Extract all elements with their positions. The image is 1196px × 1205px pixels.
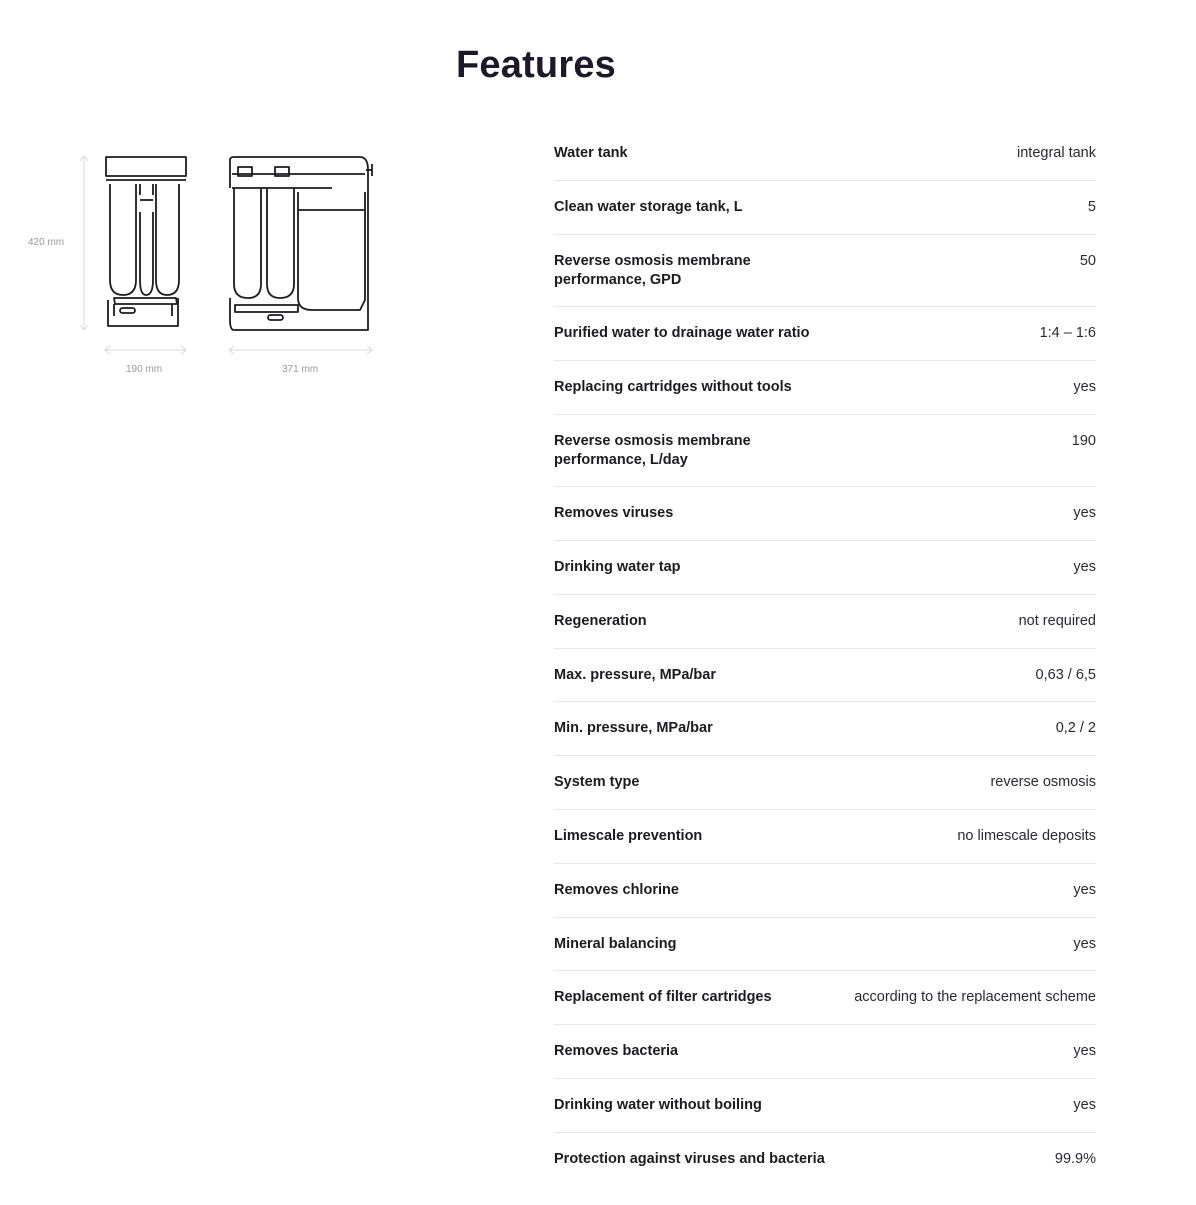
spec-value: yes bbox=[1073, 505, 1096, 522]
spec-row bbox=[554, 649, 1096, 703]
spec-value: 50 bbox=[1079, 252, 1096, 269]
spec-value: 190 bbox=[1071, 432, 1096, 449]
spec-row bbox=[554, 235, 1096, 308]
spec-row bbox=[554, 756, 1096, 810]
spec-row bbox=[554, 307, 1096, 361]
spec-value: yes bbox=[1073, 881, 1096, 898]
spec-row bbox=[554, 918, 1096, 972]
spec-row bbox=[554, 181, 1096, 235]
specifications-table bbox=[554, 127, 1096, 1205]
spec-value: no limescale deposits bbox=[957, 827, 1096, 844]
spec-label: Removes chlorine bbox=[554, 881, 679, 898]
spec-row bbox=[554, 1079, 1096, 1133]
spec-value: not required bbox=[1018, 612, 1096, 629]
spec-label: Reverse osmosis membrane performance, L/day bbox=[554, 432, 751, 468]
spec-label: Removes bacteria bbox=[554, 1043, 679, 1060]
spec-value: according to the replacement scheme bbox=[854, 989, 1096, 1006]
filter-drawing bbox=[20, 140, 400, 390]
spec-label: Water tank bbox=[554, 145, 628, 161]
spec-row bbox=[554, 541, 1096, 595]
spec-value: yes bbox=[1073, 935, 1096, 952]
spec-row bbox=[554, 1133, 1096, 1205]
spec-value: 0,2 / 2 bbox=[1055, 720, 1096, 737]
height-dimension-label: 420 mm bbox=[28, 237, 65, 248]
spec-label: Reverse osmosis membrane performance, GPD bbox=[554, 252, 751, 288]
product-dimensions-illustration bbox=[20, 140, 400, 390]
spec-label: Mineral balancing bbox=[554, 935, 677, 952]
spec-row bbox=[554, 487, 1096, 541]
spec-value: 1:4 – 1:6 bbox=[1039, 325, 1096, 342]
spec-value: 0,63 / 6,5 bbox=[1035, 666, 1096, 683]
spec-row bbox=[554, 971, 1096, 1025]
spec-label: Replacement of filter cartridges bbox=[554, 989, 772, 1006]
spec-label: Purified water to drainage water ratio bbox=[554, 325, 810, 342]
spec-label: Limescale prevention bbox=[554, 827, 703, 844]
spec-label: Drinking water tap bbox=[554, 558, 681, 575]
spec-value: yes bbox=[1073, 378, 1096, 395]
spec-row bbox=[554, 361, 1096, 415]
spec-label: System type bbox=[554, 774, 640, 791]
spec-row bbox=[554, 702, 1096, 756]
spec-row bbox=[554, 1025, 1096, 1079]
side-width-dimension-label: 371 mm bbox=[282, 364, 319, 375]
spec-row bbox=[554, 864, 1096, 918]
page-title: Features bbox=[455, 44, 616, 86]
spec-value: yes bbox=[1073, 1043, 1096, 1060]
spec-value: yes bbox=[1073, 558, 1096, 575]
front-width-dimension-label: 190 mm bbox=[126, 364, 163, 375]
spec-value: 99.9% bbox=[1054, 1150, 1096, 1167]
spec-value: integral tank bbox=[1017, 145, 1096, 161]
spec-label: Replacing cartridges without tools bbox=[554, 378, 792, 395]
spec-value: 5 bbox=[1087, 198, 1096, 215]
spec-label: Drinking water without boiling bbox=[554, 1096, 762, 1113]
spec-row bbox=[554, 415, 1096, 488]
spec-label: Protection against viruses and bacteria bbox=[554, 1150, 825, 1167]
spec-label: Removes viruses bbox=[554, 505, 674, 522]
spec-label: Max. pressure, MPa/bar bbox=[554, 666, 716, 683]
spec-row bbox=[554, 127, 1096, 181]
spec-label: Min. pressure, MPa/bar bbox=[554, 720, 713, 737]
spec-label: Clean water storage tank, L bbox=[554, 198, 743, 215]
spec-row bbox=[554, 595, 1096, 649]
spec-value: reverse osmosis bbox=[990, 774, 1096, 791]
spec-value: yes bbox=[1073, 1096, 1096, 1113]
spec-row bbox=[554, 810, 1096, 864]
spec-label: Regeneration bbox=[554, 612, 647, 629]
